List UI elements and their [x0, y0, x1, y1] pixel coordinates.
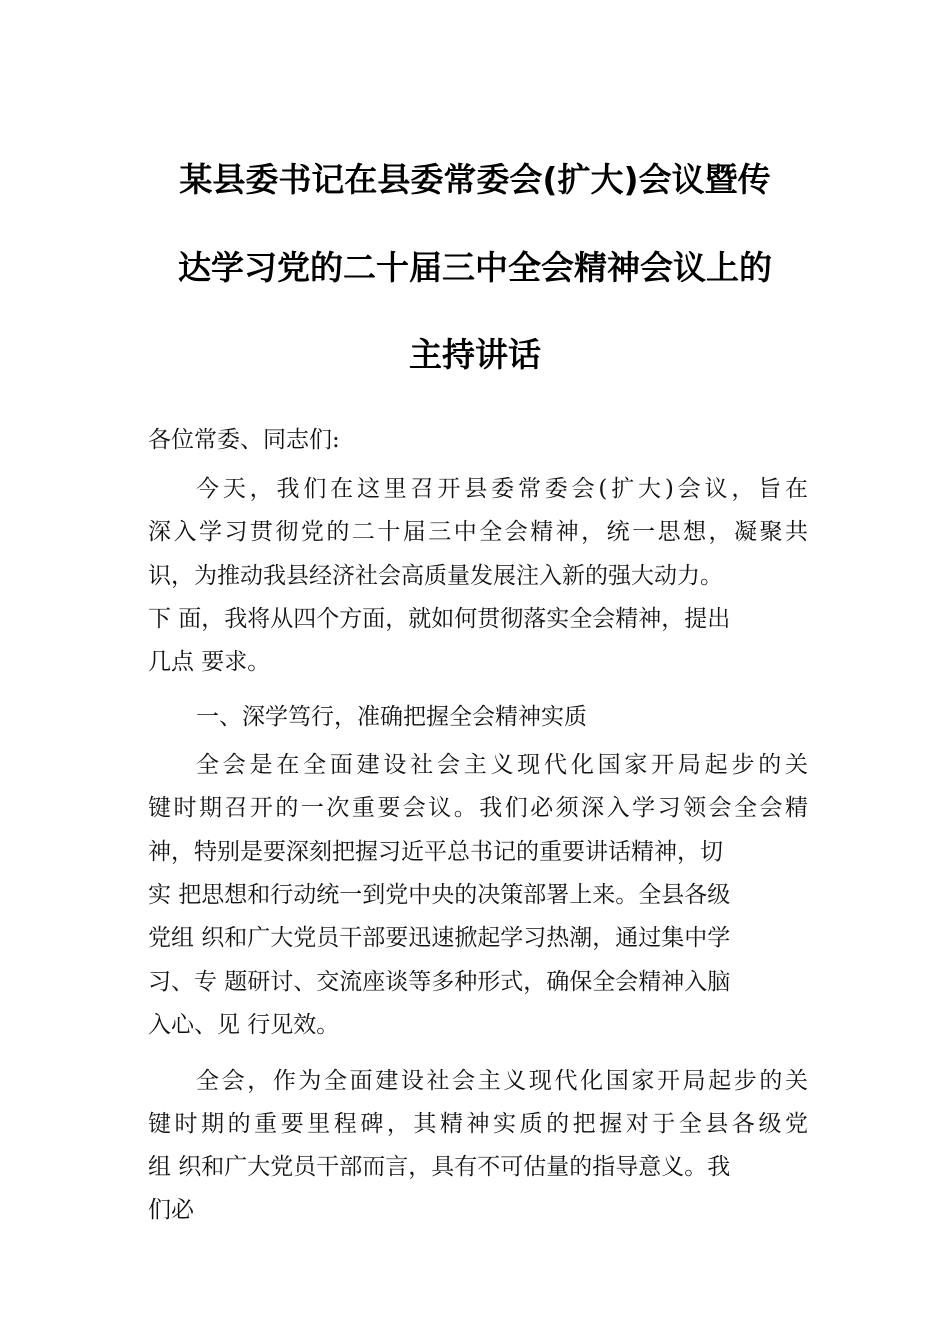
body-line-9: 实 把思想和行动统一到党中央的决策部署上来。全县各级 [148, 882, 731, 908]
document-title-line-3: 主持讲话 [409, 335, 541, 374]
body-line-8: 神，特别是要深刻把握习近平总书记的重要讲话精神，切 [148, 839, 723, 865]
body-line-16: 们必 [148, 1197, 194, 1223]
section-heading-1: 一、深学笃行，准确把握全会精神实质 [196, 704, 587, 730]
body-line-12: 入心、见 行见效。 [148, 1012, 340, 1038]
body-line-6: 全会是在全面建设社会主义现代化国家开局起步的关 [196, 752, 808, 778]
body-line-5: 几点 要求。 [148, 649, 271, 675]
salutation: 各位常委、同志们: [148, 427, 340, 453]
body-line-14: 键时期的重要里程碑，其精神实质的把握对于全县各级党 [148, 1111, 808, 1137]
document-title-line-1: 某县委书记在县委常委会(扩大)会议暨传 [179, 160, 771, 199]
body-line-2: 深入学习贯彻党的二十届三中全会精神，统一思想，凝聚共 [148, 519, 808, 545]
body-line-7: 键时期召开的一次重要会议。我们必须深入学习领会全会精 [148, 795, 808, 821]
document-title-line-2: 达学习党的二十届三中全会精神会议上的 [178, 248, 772, 287]
body-line-11: 习、专 题研讨、交流座谈等多种形式，确保全会精神入脑 [148, 969, 731, 995]
body-line-10: 党组 织和广大党员干部要迅速掀起学习热潮，通过集中学 [148, 925, 731, 951]
body-line-3: 识，为推动我县经济社会高质量发展注入新的强大动力。 [148, 563, 723, 589]
body-line-4: 下 面，我将从四个方面，就如何贯彻落实全会精神，提出 [148, 606, 731, 632]
body-line-13: 全会，作为全面建设社会主义现代化国家开局起步的关 [196, 1068, 808, 1094]
body-line-1: 今天，我们在这里召开县委常委会(扩大)会议，旨在 [196, 476, 808, 502]
body-line-15: 组 织和广大党员干部而言，具有不可估量的指导意义。我 [148, 1154, 731, 1180]
